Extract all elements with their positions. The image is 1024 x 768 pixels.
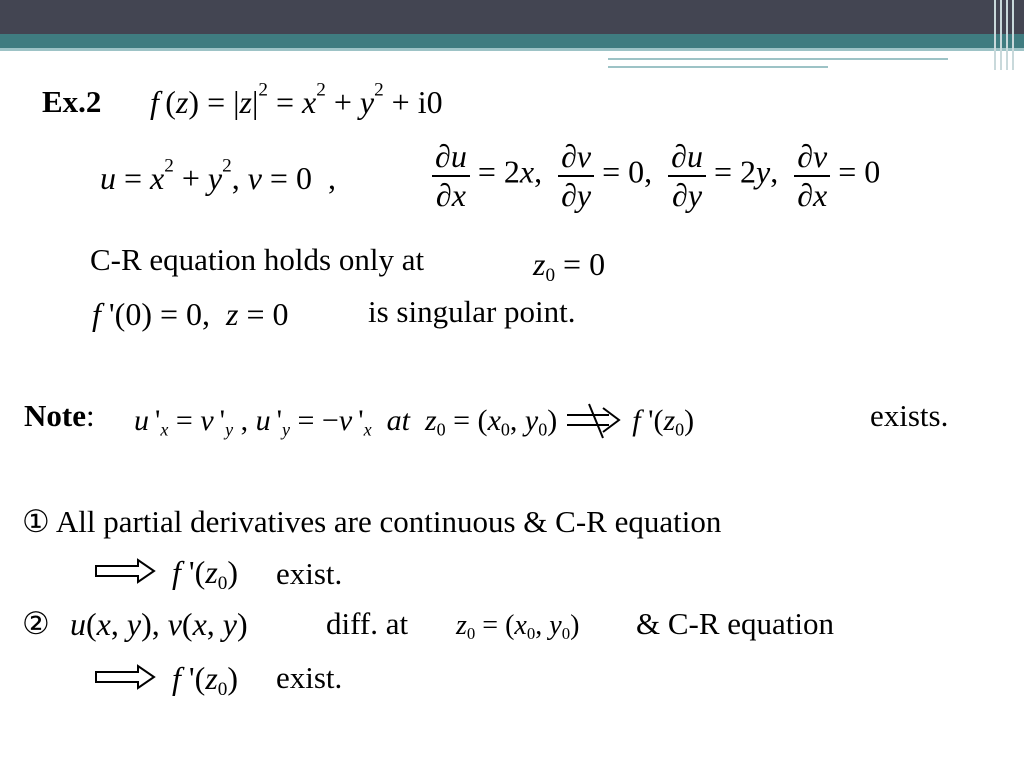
header-rule xyxy=(0,48,1024,51)
cr-text: C-R equation holds only at xyxy=(90,242,425,277)
condition-2-result: f '$(z_0)$ xyxy=(172,660,239,700)
singular-formula: f '(0) = 0, z = 0 xyxy=(92,296,289,332)
corner-stripe xyxy=(1012,0,1014,70)
singular-text: is singular point. xyxy=(368,294,576,329)
condition-1 xyxy=(22,506,721,537)
condition-1-marker: ① xyxy=(22,504,50,539)
note-label: Note: xyxy=(24,398,95,433)
example-label: Ex.2 xyxy=(42,84,102,119)
condition-2-diff: diff. at xyxy=(326,606,409,641)
condition-2-functions: u(x, y), v(x, y) xyxy=(70,606,248,642)
note-exists: exists. xyxy=(870,398,949,433)
example-formula: f $(z) = |z|^2 = x^2 + y^2 + i0$ xyxy=(150,79,443,120)
header-rule-shorter xyxy=(608,66,828,68)
partial-derivatives: $\frac{\partial u}{\partial x}$ = 2x, $\frac{\partial v}{\partial y}$ = 0, $\frac{\partial u}{\partial y}$ = 2y, $\frac{\partial v}{\partial x}$ = 0 xyxy=(432,140,880,211)
right-arrow-icon xyxy=(94,558,156,589)
header-accent-bar xyxy=(0,34,1024,48)
condition-2-tail: & C-R equation xyxy=(636,606,835,641)
header-rule-short xyxy=(608,58,948,60)
corner-stripe xyxy=(1006,0,1008,70)
condition-2-exist: exist. xyxy=(276,660,343,695)
uv-definition: $u = x^2 + y^2$, v = 0 , xyxy=(100,155,336,196)
not-implies-arrow-icon xyxy=(565,400,625,446)
condition-2-marker: ② xyxy=(22,606,50,641)
corner-stripe xyxy=(1000,0,1002,70)
note-formula: u '$_x = v$ '$_y$ , u '$_y = -v$ '$_x$ at $z_0 = (x_0$, $y_0$) f '$(z_0)$ xyxy=(134,400,694,446)
condition-1-result: f '$(z_0)$ xyxy=(172,554,239,594)
right-arrow-icon xyxy=(94,664,156,695)
condition-1-exist: exist. xyxy=(276,556,343,591)
condition-2-point: $z_0 = (x_0$, $y_0$) xyxy=(456,610,580,644)
corner-stripe xyxy=(994,0,996,70)
condition-1-text: All partial derivatives are continuous & C-R equation xyxy=(55,504,722,539)
header-bar xyxy=(0,0,1024,34)
cr-point: $z_0 = 0$ xyxy=(533,246,606,286)
